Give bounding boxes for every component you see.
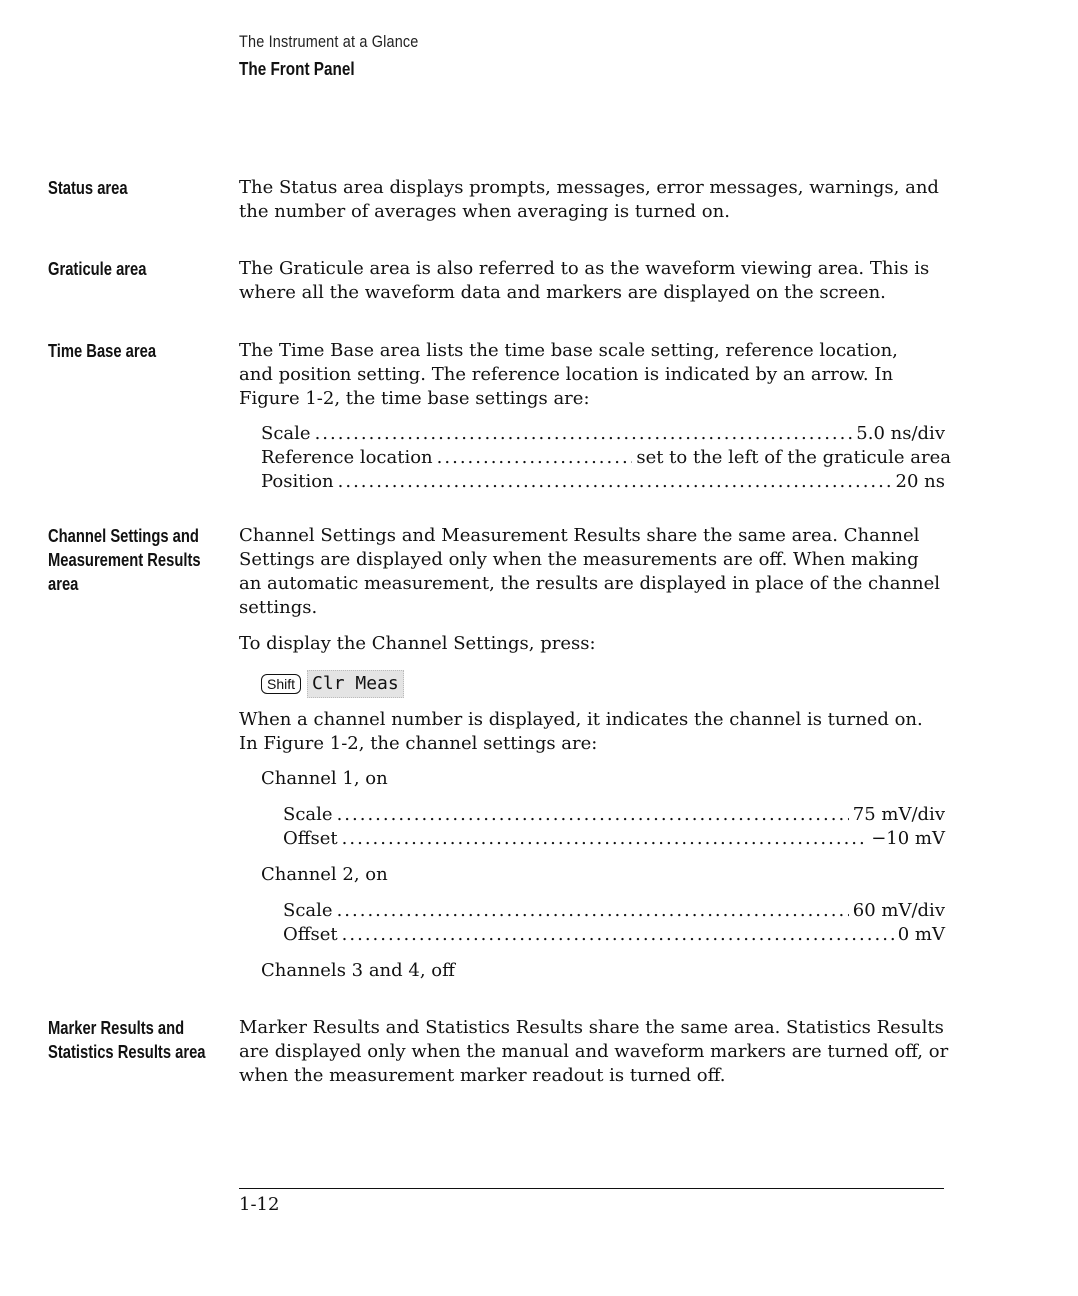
text-line: Channel Settings and Measurement Results share the same area. Channel (239, 525, 920, 546)
channel-settings-area-text (239, 524, 959, 620)
text-line: when the measurement marker readout is turned off. (239, 1065, 726, 1086)
label-line: Measurement Results (48, 550, 201, 570)
setting-name: Offset (283, 924, 338, 945)
ch2-offset-row (283, 923, 945, 947)
setting-value: 5.0 ns/div (856, 423, 945, 444)
channel-1-title: Channel 1, on (261, 768, 388, 789)
status-area-label: Status area (48, 178, 128, 198)
text-line: settings. (239, 597, 318, 618)
running-header-chapter: The Instrument at a Glance (239, 32, 419, 51)
shift-key: Shift (261, 674, 301, 694)
time-base-area-text (239, 339, 959, 411)
key-sequence (261, 670, 404, 698)
setting-name: Reference location (261, 447, 433, 468)
text-line: Figure 1-2, the time base settings are: (239, 388, 590, 409)
text-line: are displayed only when the manual and waveform markers are turned off, or (239, 1041, 949, 1062)
leader-dots (342, 827, 868, 851)
press-instruction: To display the Channel Settings, press: (239, 633, 596, 654)
setting-value: 75 mV/div (852, 804, 945, 825)
setting-name: Scale (283, 804, 333, 825)
text-line: The Time Base area lists the time base scale setting, reference location, (239, 340, 898, 361)
ch1-offset-row (283, 827, 945, 851)
channel-2-title: Channel 2, on (261, 864, 388, 885)
graticule-area-label: Graticule area (48, 259, 147, 279)
setting-name: Position (261, 471, 334, 492)
marker-results-area-text (239, 1016, 959, 1088)
text-line: where all the waveform data and markers are displayed on the screen. (239, 282, 886, 303)
setting-name: Offset (283, 828, 338, 849)
leader-dots (342, 923, 894, 947)
setting-value: 0 mV (897, 924, 945, 945)
text-line: the number of averages when averaging is turned on. (239, 201, 730, 222)
label-line: Marker Results and (48, 1018, 185, 1038)
setting-value: 20 ns (895, 471, 945, 492)
text-line: In Figure 1-2, the channel settings are: (239, 733, 598, 754)
leader-dots (337, 803, 849, 827)
text-line: and position setting. The reference location is indicated by an arrow. In (239, 364, 894, 385)
marker-results-area-label (48, 1016, 206, 1064)
label-line: Channel Settings and (48, 526, 199, 546)
text-line: Marker Results and Statistics Results share the same area. Statistics Results (239, 1017, 944, 1038)
ch2-scale-row (283, 899, 945, 923)
setting-name: Scale (261, 423, 311, 444)
running-header-section: The Front Panel (239, 59, 355, 79)
setting-name: Scale (283, 900, 333, 921)
setting-value: set to the left of the graticule area (636, 447, 951, 468)
leader-dots (437, 446, 633, 470)
leader-dots (338, 470, 892, 494)
graticule-area-text (239, 257, 959, 305)
page-number: 1-12 (239, 1194, 280, 1215)
setting-value: 60 mV/div (852, 900, 945, 921)
text-line: The Graticule area is also referred to as the waveform viewing area. This is (239, 258, 930, 279)
text-line: When a channel number is displayed, it indicates the channel is turned on. (239, 709, 923, 730)
setting-row-position (261, 470, 945, 494)
setting-value: −10 mV (871, 828, 945, 849)
leader-dots (337, 899, 849, 923)
setting-row-scale (261, 422, 945, 446)
channel-settings-area-label (48, 524, 201, 596)
text-line: Settings are displayed only when the measurements are off. When making (239, 549, 919, 570)
label-line: area (48, 574, 79, 594)
channel-on-text (239, 708, 959, 756)
label-line: Statistics Results area (48, 1042, 206, 1062)
leader-dots (315, 422, 853, 446)
channels-3-4-status: Channels 3 and 4, off (261, 960, 455, 981)
clr-meas-softkey: Clr Meas (307, 670, 404, 698)
footer-rule (239, 1188, 944, 1189)
setting-row-reference-location (261, 446, 951, 470)
text-line: an automatic measurement, the results are displayed in place of the channel (239, 573, 941, 594)
time-base-area-label: Time Base area (48, 341, 157, 361)
status-area-text (239, 176, 959, 224)
text-line: The Status area displays prompts, messages, error messages, warnings, and (239, 177, 939, 198)
ch1-scale-row (283, 803, 945, 827)
